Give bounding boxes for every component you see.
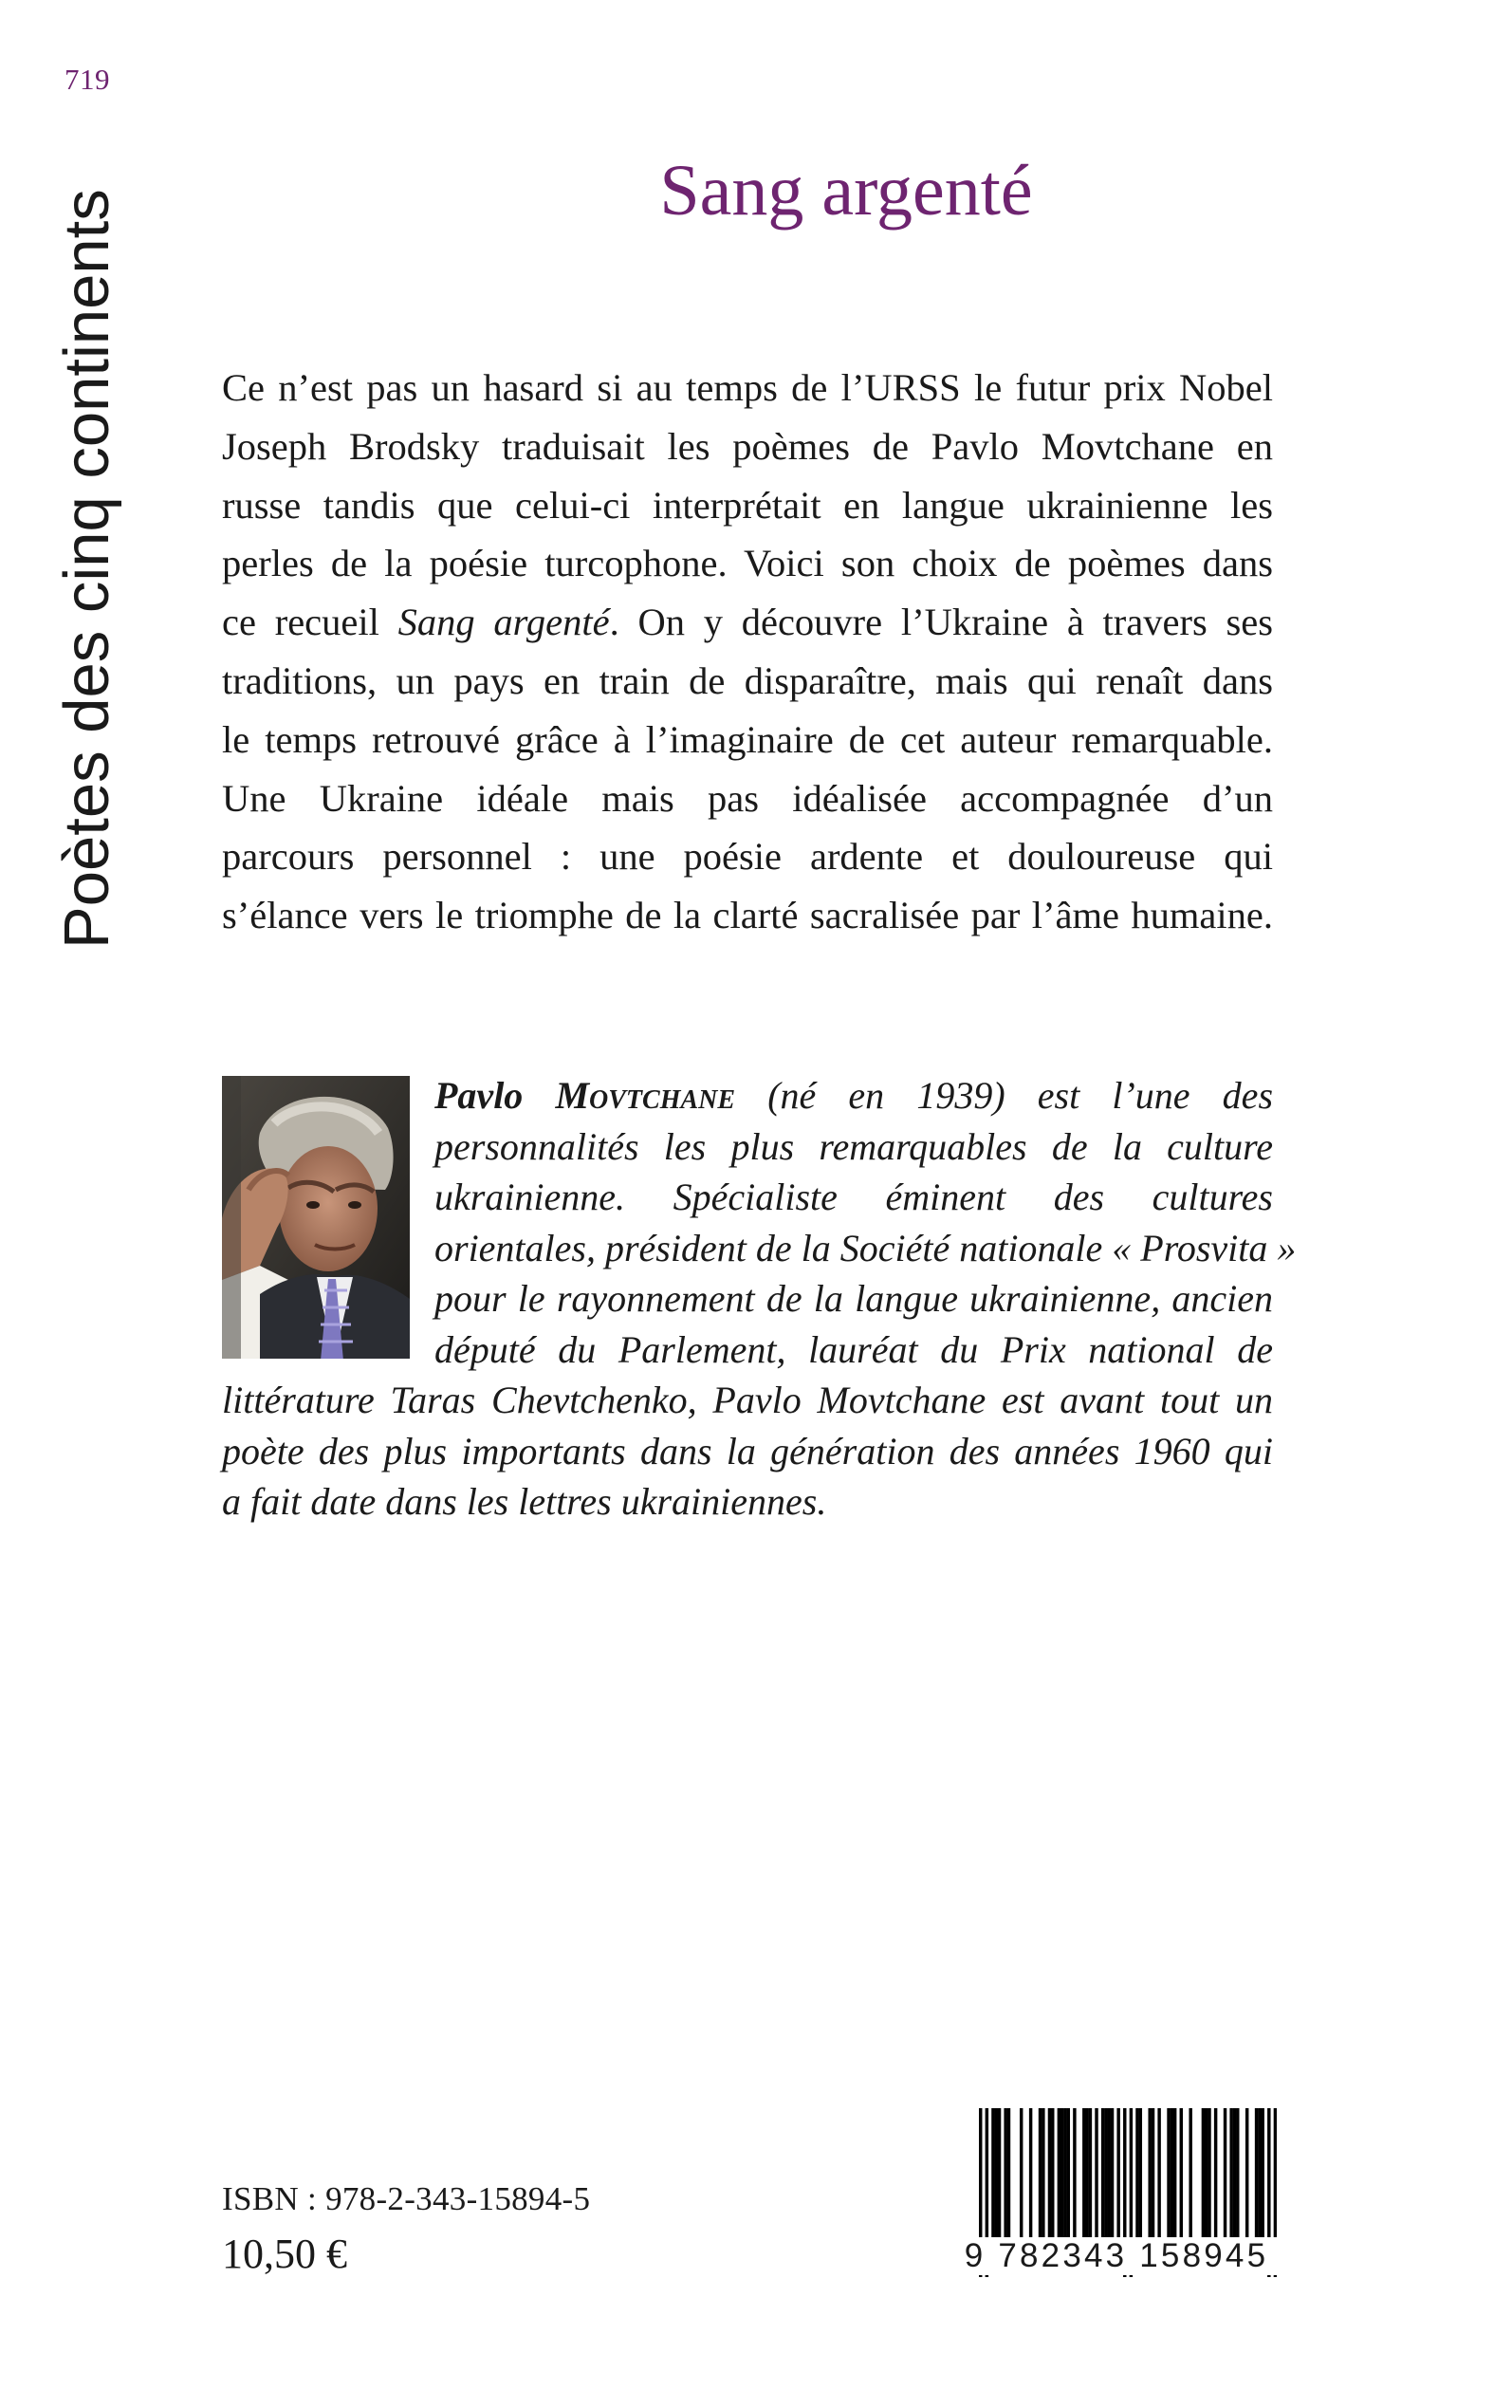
barcode-bar	[1255, 2108, 1258, 2239]
barcode-bar	[1236, 2108, 1239, 2239]
barcode-bar	[1135, 2108, 1138, 2239]
blurb-line: Ce n’est pas un hasard si au temps de l’URSS le futur prix Nobel	[222, 366, 1273, 409]
barcode-bar	[1042, 2108, 1044, 2239]
barcode-bar	[1139, 2108, 1142, 2239]
blurb-line: Une Ukraine idéale mais pas idéalisée accompagnée d’un	[222, 776, 1273, 820]
barcode-bar	[1039, 2108, 1042, 2239]
barcode-bar	[1104, 2108, 1107, 2239]
barcode-bar	[1245, 2108, 1248, 2239]
barcode-bar	[1067, 2108, 1070, 2239]
barcode-bar	[1258, 2108, 1261, 2239]
bio-line: ukrainienne. Spécialiste éminent des cultures	[434, 1176, 1273, 1218]
barcode-bar	[1051, 2108, 1054, 2239]
barcode-bar	[1095, 2108, 1097, 2239]
bio-text: (né en 1939) est l’une des	[767, 1074, 1274, 1117]
barcode-bar	[1180, 2108, 1183, 2239]
barcode-bar	[1171, 2108, 1173, 2239]
barcode-bar	[1152, 2108, 1154, 2239]
barcode-bar	[995, 2108, 998, 2239]
blurb-line: traditions, un pays en train de disparaître, mais qui renaît dans	[222, 658, 1273, 702]
isbn: ISBN : 978-2-343-15894-5	[222, 2180, 591, 2217]
barcode-bar	[1060, 2108, 1063, 2239]
barcode-bar	[1116, 2108, 1119, 2239]
bio-line: pour le rayonnement de la langue ukrainienne, ancien	[434, 1277, 1273, 1320]
blurb-title-italic: Sang argenté	[397, 601, 610, 644]
barcode-bar	[1063, 2108, 1066, 2239]
barcode-bar	[1073, 2108, 1076, 2239]
barcode-bar	[1167, 2108, 1170, 2239]
barcode-bar	[1058, 2108, 1060, 2239]
barcode-bar	[1157, 2108, 1160, 2239]
blurb-line: perles de la poésie turcophone. Voici son choix de poèmes dans	[222, 542, 1273, 585]
barcode-bar	[1202, 2108, 1205, 2239]
author-last-name: Movtchane	[555, 1074, 736, 1117]
barcode-bar	[1029, 2108, 1032, 2239]
blurb-line: parcours personnel : une poésie ardente et douloureuse qui	[222, 835, 1273, 879]
blurb-line: s’élance vers le triomphe de la clarté sacralisée par l’âme humaine.	[222, 894, 1273, 937]
blurb-line: Joseph Brodsky traduisait les poèmes de Pavlo Movtchane en	[222, 424, 1273, 468]
barcode-bar	[1082, 2108, 1085, 2239]
barcode-bar	[1048, 2108, 1051, 2239]
bio-line: littérature Taras Chevtchenko, Pavlo Movtchane est avant tout un	[222, 1379, 1273, 1421]
barcode-bar	[1004, 2108, 1006, 2239]
barcode-bar	[1111, 2108, 1114, 2239]
blurb-text: ce recueil	[222, 601, 398, 644]
author-bio	[222, 1070, 1297, 1528]
barcode-bar	[1148, 2108, 1151, 2239]
blurb-line	[222, 593, 1273, 652]
barcode-bar	[991, 2108, 994, 2239]
barcode-bar	[1233, 2108, 1236, 2239]
blurb-text: . On y découvre l’Ukraine à travers ses	[609, 601, 1273, 644]
bio-line: orientales, président de la Société nationale « Prosvita »	[434, 1226, 1297, 1269]
barcode-digits: 9 782343 158945	[956, 2237, 1277, 2275]
book-title: Sang argenté	[659, 151, 1033, 231]
barcode-bar	[1205, 2108, 1208, 2239]
bio-line: a fait date dans les lettres ukrainiennes.	[222, 1480, 827, 1523]
barcode-bar	[1229, 2108, 1232, 2239]
series-name-text: Poètes des cinq continents	[51, 189, 122, 949]
barcode-bar	[998, 2108, 1001, 2239]
barcode-bar	[1224, 2108, 1226, 2239]
blurb-line: le temps retrouvé grâce à l’imaginaire de cet auteur remarquable.	[222, 717, 1273, 761]
barcode-bar	[1089, 2108, 1092, 2239]
bio-line: personnalités les plus remarquables de la culture	[434, 1124, 1273, 1168]
price: 10,50 €	[222, 2231, 347, 2277]
series-number: 719	[65, 63, 110, 96]
barcode-bar	[1189, 2108, 1191, 2239]
barcode-bar	[1261, 2108, 1263, 2239]
bio-line: poète des plus importants dans la génération des années 1960 qui	[222, 1429, 1273, 1473]
barcode-bar	[1085, 2108, 1088, 2239]
barcode-bar	[1173, 2108, 1176, 2239]
barcode-bar	[1101, 2108, 1104, 2239]
blurb-line: russe tandis que celui-ci interprétait en langue ukrainienne les	[222, 483, 1273, 527]
barcode-bar	[1007, 2108, 1010, 2239]
bio-line	[222, 1070, 1273, 1121]
barcode-bar	[1214, 2108, 1217, 2239]
barcode-bar	[1208, 2108, 1210, 2239]
bio-line: député du Parlement, lauréat du Prix national de	[434, 1327, 1273, 1371]
author-first-name: Pavlo	[434, 1074, 556, 1117]
barcode-bar	[1020, 2108, 1023, 2239]
blurb	[222, 359, 1273, 945]
barcode-bar	[1108, 2108, 1111, 2239]
